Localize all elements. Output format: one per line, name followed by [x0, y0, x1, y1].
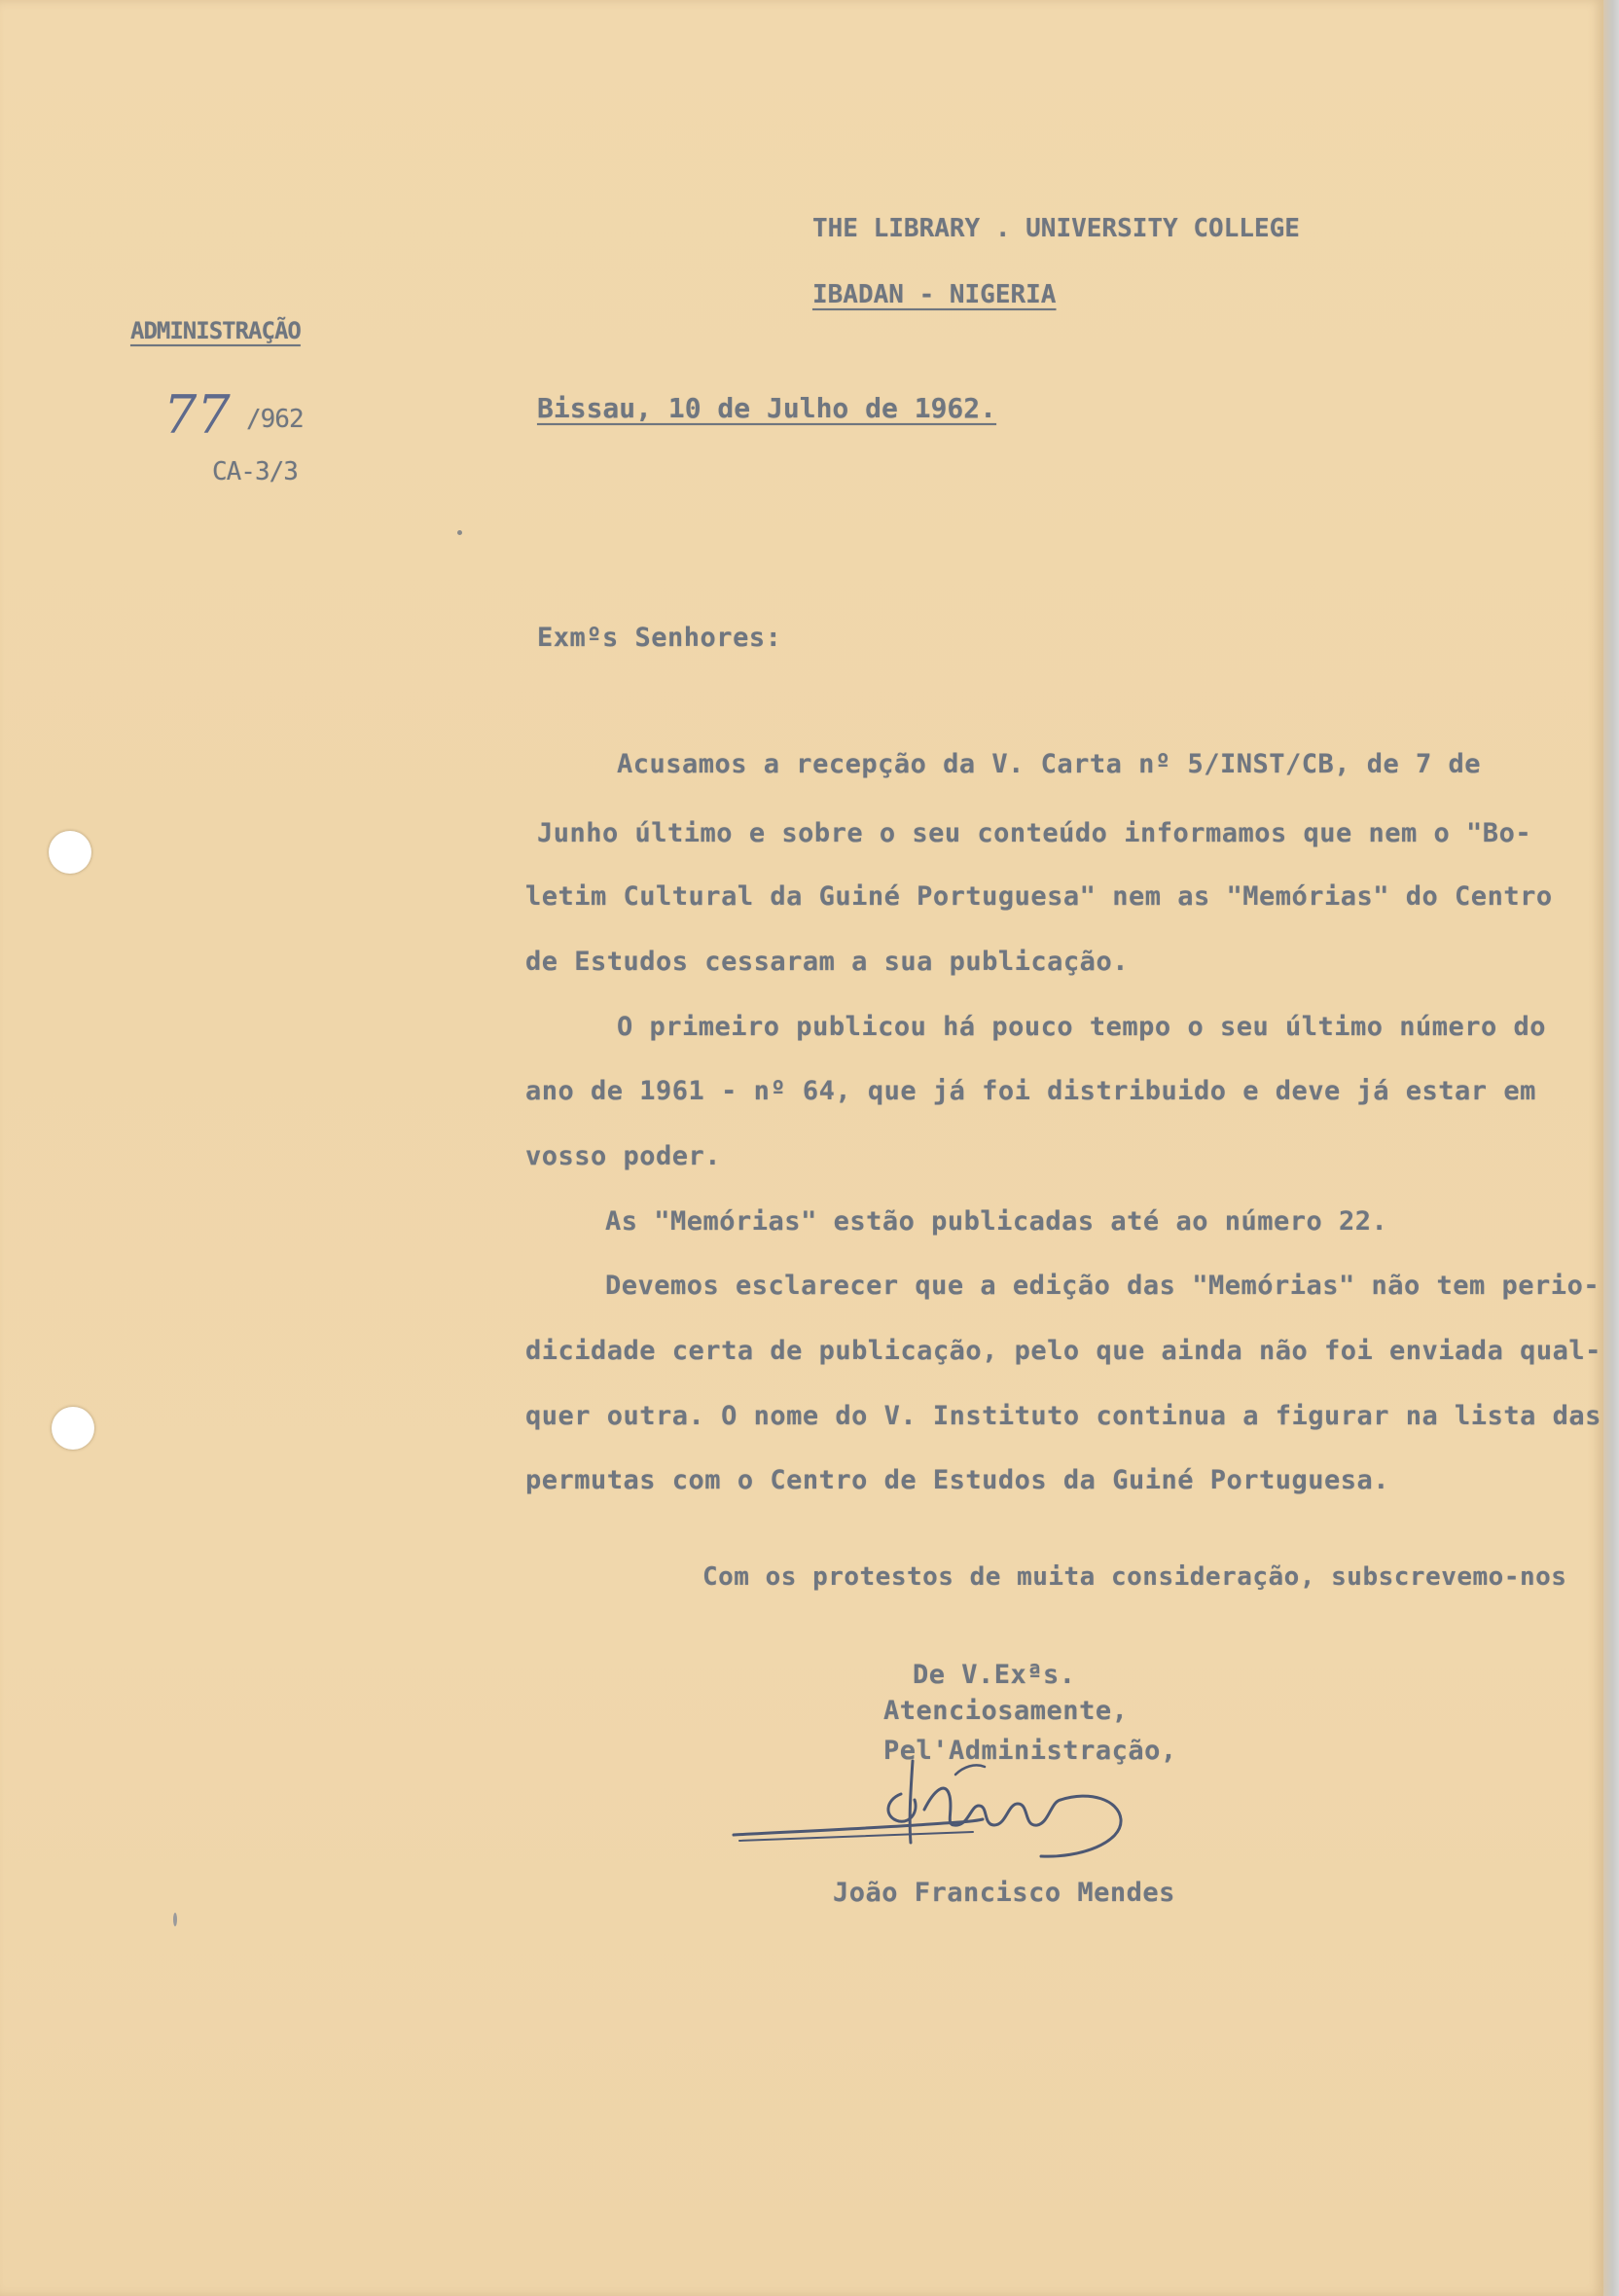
punch-hole-top [49, 831, 91, 874]
date-line: Bissau, 10 de Julho de 1962. [537, 392, 997, 424]
reference-year: /962 [246, 405, 304, 434]
handwritten-signature [720, 1741, 1187, 1878]
closing-line: Com os protestos de muita consideração, subscrevemo-nos [702, 1562, 1567, 1592]
reference-number-handwritten: 77 [163, 384, 231, 446]
addressee-location: IBADAN - NIGERIA [812, 280, 1057, 309]
body-line-9: Devemos esclarecer que a edição das "Memórias" não tem perio- [605, 1271, 1601, 1301]
body-line-8: As "Memórias" estão publicadas até ao número 22. [605, 1206, 1388, 1237]
reference-department: ADMINISTRAÇÃO [130, 317, 301, 344]
paper-speck [457, 530, 462, 535]
body-line-10: dicidade certa de publicação, pelo que ainda não foi enviada qual- [525, 1336, 1601, 1366]
body-line-3: letim Cultural da Guiné Portuguesa" nem as "Memórias" do Centro [525, 881, 1553, 912]
body-line-11: quer outra. O nome do V. Instituto continua a figurar na lista das [525, 1401, 1601, 1431]
signature-block-line-1: De V.Exªs. [913, 1660, 1076, 1690]
reference-file-code: CA-3/3 [212, 457, 298, 486]
body-line-5: O primeiro publicou há pouco tempo o seu último número do [617, 1012, 1547, 1042]
body-line-12: permutas com o Centro de Estudos da Guiné Portuguesa. [525, 1465, 1390, 1495]
paper-mark [173, 1913, 177, 1926]
signature-block-line-3: Pel'Administração, [883, 1736, 1177, 1766]
body-line-1: Acusamos a recepção da V. Carta nº 5/INST/CB, de 7 de [617, 749, 1482, 779]
body-line-4: de Estudos cessaram a sua publicação. [525, 947, 1129, 977]
signature-block-line-2: Atenciosamente, [883, 1696, 1129, 1726]
body-line-2: Junho último e sobre o seu conteúdo informamos que nem o "Bo- [537, 818, 1532, 848]
punch-hole-bottom [52, 1407, 94, 1450]
addressee-institution: THE LIBRARY . UNIVERSITY COLLEGE [812, 214, 1300, 243]
salutation: Exmºs Senhores: [537, 623, 782, 653]
body-line-7: vosso poder. [525, 1141, 722, 1171]
signer-name: João Francisco Mendes [833, 1878, 1175, 1908]
body-line-6: ano de 1961 - nº 64, que já foi distribuido e deve já estar em [525, 1076, 1536, 1106]
scan-edge [1603, 0, 1619, 2296]
